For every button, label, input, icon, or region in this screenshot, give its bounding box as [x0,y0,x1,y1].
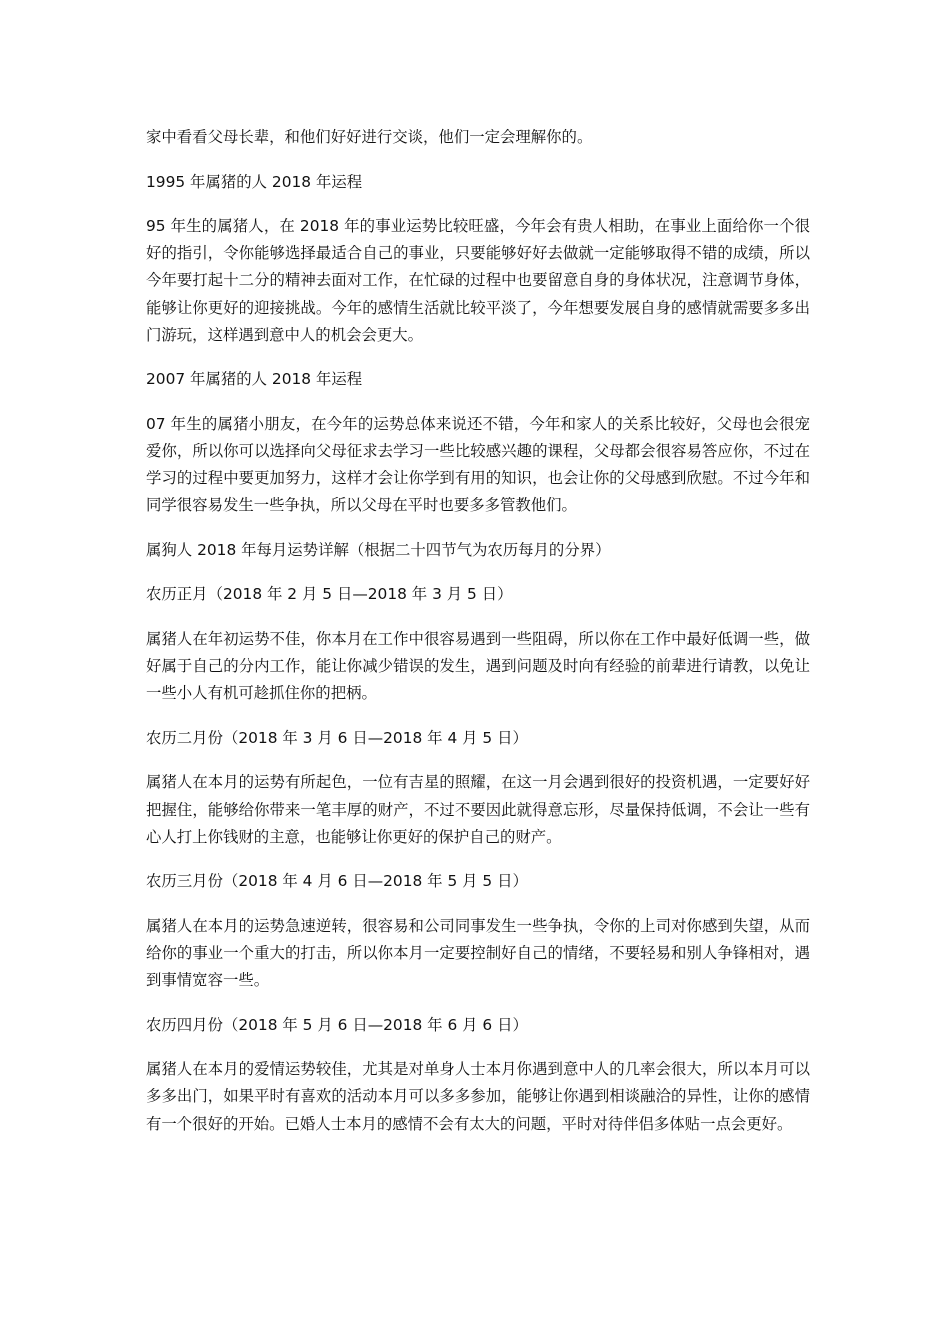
heading-2007-pig: 2007 年属猪的人 2018 年运程 [146,370,363,389]
paragraph-intro-continuation: 家中看看父母长辈，和他们好好进行交谈，他们一定会理解你的。 [146,128,593,146]
heading-month-1: 农历正月（2018 年 2 月 5 日—2018 年 3 月 5 日） [146,585,513,604]
heading-month-2: 农历二月份（2018 年 3 月 6 日—2018 年 4 月 5 日） [146,728,528,747]
heading-1995-pig: 1995 年属猪的人 2018 年运程 [146,172,363,191]
paragraph-1995-pig: 95 年生的属猪人，在 2018 年的事业运势比较旺盛，今年会有贵人相助，在事业上面给你一个很好的指引，令你能够选择最适合自己的事业，只要能够好好去做就一定能够取得不错的成绩，所以今年要打起十二分的精神去面对工作，在忙碌的过程中也要留意自身的身体状况，注意调节身体，能够让你更好的迎接挑战。今年的感情生活就比较平淡了，今年想要发展自身的感情就需要多多出门游玩，这样遇到意中人的机会会更大。 [146,217,810,344]
paragraph-month-1: 属猪人在年初运势不佳，你本月在工作中很容易遇到一些阻碍，所以你在工作中最好低调一些，做好属于自己的分内工作，能让你减少错误的发生，遇到问题及时向有经验的前辈进行请教，以免让一些小人有机可趁抓住你的把柄。 [146,629,810,703]
paragraph-month-4: 属猪人在本月的爱情运势较佳，尤其是对单身人士本月你遇到意中人的几率会很大，所以本月可以多多出门，如果平时有喜欢的活动本月可以多多参加，能够让你遇到相谈融洽的异性，让你的感情有一个很好的开始。已婚人士本月的感情不会有太大的问题，平时对待伴侣多体贴一点会更好。 [146,1060,810,1133]
document-body [146,124,810,1155]
heading-monthly-fortune: 属狗人 2018 年每月运势详解（根据二十四节气为农历每月的分界） [146,540,611,559]
paragraph-month-3: 属猪人在本月的运势急速逆转，很容易和公司同事发生一些争执，令你的上司对你感到失望，从而给你的事业一个重大的打击，所以你本月一定要控制好自己的情绪，不要轻易和别人争锋相对，遇到事情宽容一些。 [146,916,810,990]
paragraph-2007-pig: 07 年生的属猪小朋友，在今年的运势总体来说还不错，今年和家人的关系比较好，父母也会很宠爱你，所以你可以选择向父母征求去学习一些比较感兴趣的课程，父母都会很容易答应你，不过在学习的过程中要更加努力，这样才会让你学到有用的知识，也会让你的父母感到欣慰。不过今年和同学很容易发生一些争执，所以父母在平时也要多多管教他们。 [146,414,810,515]
paragraph-month-2: 属猪人在本月的运势有所起色，一位有吉星的照耀，在这一月会遇到很好的投资机遇，一定要好好把握住，能够给你带来一笔丰厚的财产，不过不要因此就得意忘形，尽量保持低调，不会让一些有心人打上你钱财的主意，也能够让你更好的保护自己的财产。 [146,773,810,846]
heading-month-3: 农历三月份（2018 年 4 月 6 日—2018 年 5 月 5 日） [146,872,528,891]
heading-month-4: 农历四月份（2018 年 5 月 6 日—2018 年 6 月 6 日） [146,1015,528,1034]
